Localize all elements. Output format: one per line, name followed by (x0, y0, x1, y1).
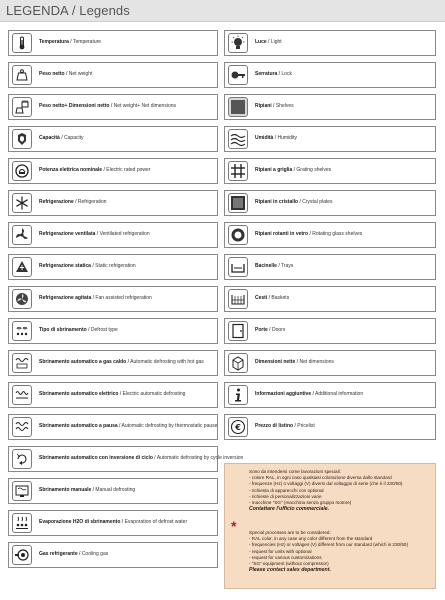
note-line: - frequenze (Hz) o voltaggi (V) diversi dal voltaggio di serie (che è il 230/50) (249, 481, 403, 487)
legend-item-hot-gas-defrost: Sbrinamento automatico a gas caldo / Automatic defrosting with hot gas (8, 350, 218, 376)
legend-label-it: Gas refrigerante (39, 551, 78, 557)
legend-label-it: Peso netto+ Dimensioni netto (39, 103, 110, 109)
legend-label-it: Tipo di sbrinamento (39, 327, 87, 333)
note-english (249, 530, 431, 573)
info-icon (228, 385, 248, 405)
crystal-plate-icon (228, 193, 248, 213)
legend-label-it: Prezzo di listino (255, 423, 294, 429)
legend-label-it: Cesti (255, 295, 268, 301)
hot-gas-defrost-icon (12, 353, 32, 373)
legend-item-additional-info: Informazioni aggiuntive / Additional information (224, 382, 436, 408)
legend-label-it: Serratura (255, 71, 278, 77)
note-line: - "SG" equipment (without compressor) (249, 561, 329, 567)
humidity-icon (228, 129, 248, 149)
electric-defrost-icon (12, 385, 32, 405)
legend-label-en: Automatic defrosting by thermostatic pause (121, 423, 218, 429)
grating-icon (228, 161, 248, 181)
page-title: LEGENDA / Legends (6, 3, 130, 18)
legend-item-shelves: Ripiani / Shelves (224, 94, 436, 120)
legend-item-cycle-inversion: Sbrinamento automatico con inversione di ciclo / Automatic defrosting by cycle inversion (8, 446, 218, 472)
legend-label-it: Peso netto (39, 71, 65, 77)
capacity-icon (12, 129, 32, 149)
legend-item-ventilated: Refrigerazione ventilata / Ventilated refrigeration (8, 222, 218, 248)
legend-label-en: Refrigeration (77, 199, 107, 205)
evaporation-icon (12, 513, 32, 533)
legend-label-it: Evaporazione H2O di sbrinamento (39, 519, 121, 525)
legend-label-en: Capacity (64, 135, 84, 141)
asterisk-icon: * (231, 518, 237, 534)
legend-item-crystal-plates: Ripiani in cristallo / Crystal plates (224, 190, 436, 216)
legend-label-it: Ripiani a griglia (255, 167, 293, 173)
svg-text:€: € (235, 423, 241, 432)
legend-label-en: Temperature (73, 39, 102, 45)
legend-item-pause-defrost: Sbrinamento automatico a pausa / Automatic defrosting by thermostatic pause (8, 414, 218, 440)
legend-label-it: Dimensioni nette (255, 359, 296, 365)
thermometer-icon (12, 33, 32, 53)
note-line: - RAL color, in any case any color different from the standard (249, 536, 373, 542)
legend-item-pricelist: € Prezzo di listino / Pricelist (224, 414, 436, 440)
legend-label-it: Sbrinamento automatico elettrico (39, 391, 119, 397)
legend-label-en: Fan assisted refrigeration (95, 295, 152, 301)
legend-item-baskets: Cesti / Baskets (224, 286, 436, 312)
legend-label-en: Electric automatic defrosting (122, 391, 186, 397)
legend-label-en: Net dimensions (299, 359, 334, 365)
static-refrigeration-icon (12, 257, 32, 277)
legend-label-en: Net weight+ Net dimensions (113, 103, 177, 109)
legend-label-en: Baskets (271, 295, 290, 301)
legend-item-light: Luce / Light (224, 30, 436, 56)
legend-label-it: Bacinelle (255, 263, 277, 269)
light-bulb-icon (228, 33, 248, 53)
note-line: - colore RAL, in ogni caso qualsiasi colorazione diversa dallo standard (249, 475, 392, 481)
legend-label-en: Trays (281, 263, 294, 269)
legend-label-it: Potenza elettrica nominale (39, 167, 103, 173)
note-line: - macchine "SG" (macchina senza gruppo motore) (249, 500, 352, 506)
legend-label-en: Automatic defrosting with hot gas (130, 359, 204, 365)
legend-item-power: Potenza elettrica nominale / Electric rated power (8, 158, 218, 184)
pause-defrost-icon (12, 417, 32, 437)
legend-label-it: Sbrinamento manuale (39, 487, 92, 493)
note-contact-it: Contattare l'ufficio commerciale. (249, 506, 330, 513)
legend-label-it: Ripiani rotanti in vetro (255, 231, 309, 237)
legend-label-en: Additional information (315, 391, 364, 397)
legend-label-it: Refrigerazione statica (39, 263, 91, 269)
legend-item-defrost-type: Tipo di sbrinamento / Defrost type (8, 318, 218, 344)
note-line: - frequencies (Hz) or voltages (V) different from our standard (which is 230/50) (249, 542, 408, 548)
legend-item-trays: Bacinelle / Trays (224, 254, 436, 280)
legend-label-it: Luce (255, 39, 267, 45)
legend-label-en: Doors (271, 327, 286, 333)
legend-label-en: Rotating glass shelves (312, 231, 363, 237)
legend-label-en: Electric rated power (106, 167, 151, 173)
legend-label-en: Humidity (277, 135, 297, 141)
euro-icon (228, 417, 248, 437)
shelves-icon (228, 97, 248, 117)
legend-label-en: Static refrigeration (95, 263, 136, 269)
legend-label-it: Temperatura (39, 39, 69, 45)
legend-label-it: Porte (255, 327, 268, 333)
legend-item-evaporation: Evaporazione H2O di sbrinamento / Evaporation of defrost water (8, 510, 218, 536)
trays-icon (228, 257, 248, 277)
legend-item-static: Refrigerazione statica / Static refrigeration (8, 254, 218, 280)
legend-label-it: Refrigerazione (39, 199, 74, 205)
key-icon (228, 65, 248, 85)
legend-item-net-dimensions: Dimensioni nette / Net dimensions (224, 350, 436, 376)
legend-label-it: Sbrinamento automatico con inversione di ciclo (39, 455, 153, 461)
legend-label-en: Cooling gas (81, 551, 109, 557)
legend-label-en: Light (270, 39, 282, 45)
note-line: - richieste di personalizzazioni varie (249, 493, 322, 499)
power-icon (12, 161, 32, 181)
weight-icon (12, 65, 32, 85)
legend-label-it: Capacità (39, 135, 60, 141)
legend-label-it: Sbrinamento automatico a gas caldo (39, 359, 127, 365)
legend-label-it: Informazioni aggiuntive (255, 391, 312, 397)
net-dimensions-icon (228, 353, 248, 373)
legend-item-refrigeration: Refrigerazione / Refrigeration (8, 190, 218, 216)
note-line: Sono da intendersi come lavorazioni speciali: (249, 469, 341, 474)
legend-item-doors: Porte / Doors (224, 318, 436, 344)
note-line: - request for units with optional (249, 548, 312, 554)
snowflake-icon (12, 193, 32, 213)
legend-label-it: Ripiani (255, 103, 272, 109)
note-italian (249, 469, 431, 512)
legend-label-it: Refrigerazione agitata (39, 295, 92, 301)
legend-item-temperature: Temperatura / Temperature (8, 30, 218, 56)
legend-label-en: Lock (281, 71, 292, 77)
legend-label-en: Automatic defrosting by cycle inversion (156, 455, 244, 461)
legend-label-it: Ripiani in cristallo (255, 199, 299, 205)
legend-label-en: Evaporation of defrost water (124, 519, 188, 525)
legend-item-net-weight: Peso netto / Net weight (8, 62, 218, 88)
fan-icon (12, 225, 32, 245)
legend-label-it: Refrigerazione ventilata (39, 231, 96, 237)
note-line: - request for various customizations (249, 554, 322, 560)
manual-defrost-icon (12, 481, 32, 501)
legend-item-manual-defrost: Sbrinamento manuale / Manual defrosting (8, 478, 218, 504)
legend-item-cooling-gas: Gas refrigerante / Cooling gas (8, 542, 218, 568)
legend-label-en: Defrost type (90, 327, 118, 333)
defrost-type-icon (12, 321, 32, 341)
legend-item-lock: Serratura / Lock (224, 62, 436, 88)
legend-label-en: Grating shelves (296, 167, 332, 173)
legend-item-capacity: Capacità / Capacity (8, 126, 218, 152)
weight-dimensions-icon (12, 97, 32, 117)
legend-label-en: Crystal plates (302, 199, 333, 205)
legend-item-grating-shelves: Ripiani a griglia / Grating shelves (224, 158, 436, 184)
legend-label-en: Net weight (68, 71, 93, 77)
legend-item-fan-assisted: Refrigerazione agitata / Fan assisted refrigeration (8, 286, 218, 312)
legend-label-it: Umidità (255, 135, 274, 141)
legend-label-it: Sbrinamento automatico a pausa (39, 423, 118, 429)
legend-label-en: Ventilated refrigeration (99, 231, 150, 237)
legend-item-electric-defrost: Sbrinamento automatico elettrico / Electric automatic defrosting (8, 382, 218, 408)
fan-assisted-icon (12, 289, 32, 309)
legend-label-en: Pricelist (297, 423, 315, 429)
legend-label-en: Shelves (275, 103, 294, 109)
door-icon (228, 321, 248, 341)
note-line: Special processes are to be considered: (249, 530, 331, 535)
legend-label-en: Manual defrosting (95, 487, 136, 493)
cycle-inversion-icon (12, 449, 32, 469)
note-contact-en: Please contact sales department. (249, 567, 331, 574)
baskets-icon (228, 289, 248, 309)
rotating-shelves-icon (228, 225, 248, 245)
legend-item-weight-dimensions: Peso netto+ Dimensioni netto / Net weight+ Net dimensions (8, 94, 218, 120)
legend-header (0, 0, 445, 22)
legend-item-humidity: Umidità / Humidity (224, 126, 436, 152)
cooling-gas-icon (12, 545, 32, 565)
special-processes-note (224, 463, 436, 589)
legend-item-rotating-shelves: Ripiani rotanti in vetro / Rotating glass shelves (224, 222, 436, 248)
note-line: - richiesta di apparecchi con optional (249, 487, 324, 493)
